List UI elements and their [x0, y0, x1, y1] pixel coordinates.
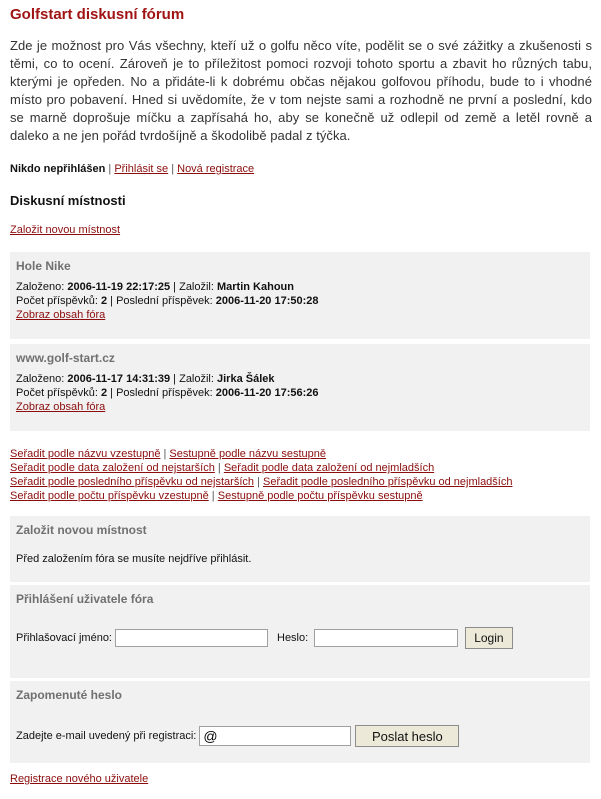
- rooms-heading: Diskusní místnosti: [10, 193, 126, 208]
- last-post-date: 2006-11-20 17:50:28: [215, 295, 319, 307]
- created-label: Založeno:: [16, 281, 68, 293]
- created-label: Založeno:: [16, 373, 68, 385]
- email-input[interactable]: [199, 726, 351, 746]
- created-date: 2006-11-17 14:31:39: [67, 373, 171, 385]
- sort-name-asc-link[interactable]: Seřadit podle názvu vzestupně: [10, 448, 161, 460]
- posts-label: Počet příspěvků:: [16, 295, 101, 307]
- separator: |: [105, 163, 115, 175]
- page-title: Golfstart diskusní fórum: [10, 6, 185, 23]
- sort-count-asc-link[interactable]: Seřadit podle počtu příspěvku vzestupně: [10, 490, 209, 502]
- login-panel: [10, 585, 590, 678]
- sort-last-newest-link[interactable]: Seřadit podle posledního příspěvku od nejmladších: [262, 476, 513, 488]
- username-input[interactable]: [115, 629, 268, 647]
- sort-created-newest-link[interactable]: Seřadit podle data založení od nejmladších: [223, 462, 435, 474]
- show-forum-link[interactable]: Zobraz obsah fóra: [16, 401, 106, 413]
- sort-name-desc-link[interactable]: Sestupně podle názvu sestupně: [169, 448, 326, 460]
- created-date: 2006-11-19 22:17:25: [67, 281, 171, 293]
- forum-posts-line: [16, 386, 584, 400]
- last-post-label: | Poslední příspěvek:: [107, 387, 216, 399]
- register-link-top[interactable]: Nová registrace: [177, 163, 255, 175]
- show-forum-link[interactable]: Zobraz obsah fóra: [16, 309, 106, 321]
- intro-text: Zde je možnost pro Vás všechny, kteří už o golfu něco víte, podělit se o své zážitky a zkušenosti s těmi, co to ocení. Zároveň je to příležitost pomoci rozvoji tohoto sportu a zbavit ho různých tabu, kterými je opředen. No a přidáte-li k dobrému občas nějakou golfovou příhodu, bude to i vhodné místo pro pobavení. Hned si uvědomíte, že v tom nejste sami a rozhodně ne první a poslední, kdo se marně doprošuje míčku a zapřísahá ho, aby se konečně už odlepil od země a letěl rovně a daleko a ne jen pořád tvrdošíjně a škodolibě padal z týčka.: [10, 38, 592, 143]
- forgot-title: Zapomenuté heslo: [16, 688, 123, 702]
- forum-card: [10, 252, 590, 339]
- username-label: Přihlašovací jméno:: [16, 632, 112, 644]
- register-new-user-link[interactable]: Registrace nového uživatele: [10, 773, 149, 785]
- posts-count: 2: [101, 295, 108, 307]
- forum-name: Hole Nike: [16, 259, 71, 273]
- separator: |: [160, 448, 170, 460]
- forum-posts-line: [16, 294, 584, 308]
- posts-label: Počet příspěvků:: [16, 387, 101, 399]
- login-status: [10, 163, 254, 175]
- separator: |: [254, 476, 263, 488]
- email-label: Zadejte e-mail uvedený při registraci:: [16, 730, 197, 742]
- new-room-link[interactable]: Založit novou místnost: [10, 224, 121, 236]
- founder-label: | Založil:: [170, 373, 217, 385]
- password-input[interactable]: [314, 629, 458, 647]
- login-button[interactable]: Login: [465, 627, 512, 649]
- create-room-panel: [10, 516, 590, 582]
- forum-created-line: [16, 280, 584, 294]
- password-label: Heslo:: [277, 632, 309, 644]
- founder-label: | Založil:: [170, 281, 217, 293]
- create-room-notice: Před založením fóra se musíte nejdříve přihlásit.: [16, 553, 252, 565]
- create-room-title: Založit novou místnost: [16, 523, 147, 537]
- sort-last-oldest-link[interactable]: Seřadit podle posledního příspěvku od nejstarších: [10, 476, 254, 488]
- separator: |: [214, 462, 224, 474]
- founder-name: Jirka Šálek: [217, 373, 275, 385]
- separator: |: [168, 163, 178, 175]
- last-post-date: 2006-11-20 17:56:26: [215, 387, 319, 399]
- sort-links: [10, 447, 512, 503]
- forum-created-line: [16, 372, 584, 386]
- separator: |: [208, 490, 218, 502]
- forgot-password-panel: [10, 681, 590, 763]
- send-password-button[interactable]: Poslat heslo: [355, 725, 459, 747]
- forum-name: www.golf-start.cz: [16, 351, 115, 365]
- forum-card: [10, 344, 590, 431]
- login-status-user: Nikdo nepřihlášen: [10, 163, 106, 175]
- posts-count: 2: [101, 387, 108, 399]
- login-link[interactable]: Přihlásit se: [114, 163, 169, 175]
- sort-count-desc-link[interactable]: Sestupně podle počtu příspěvku sestupně: [217, 490, 423, 502]
- last-post-label: | Poslední příspěvek:: [107, 295, 216, 307]
- sort-created-oldest-link[interactable]: Seřadit podle data založení od nejstarších: [10, 462, 215, 474]
- founder-name: Martin Kahoun: [217, 281, 294, 293]
- login-title: Přihlášení uživatele fóra: [16, 592, 154, 606]
